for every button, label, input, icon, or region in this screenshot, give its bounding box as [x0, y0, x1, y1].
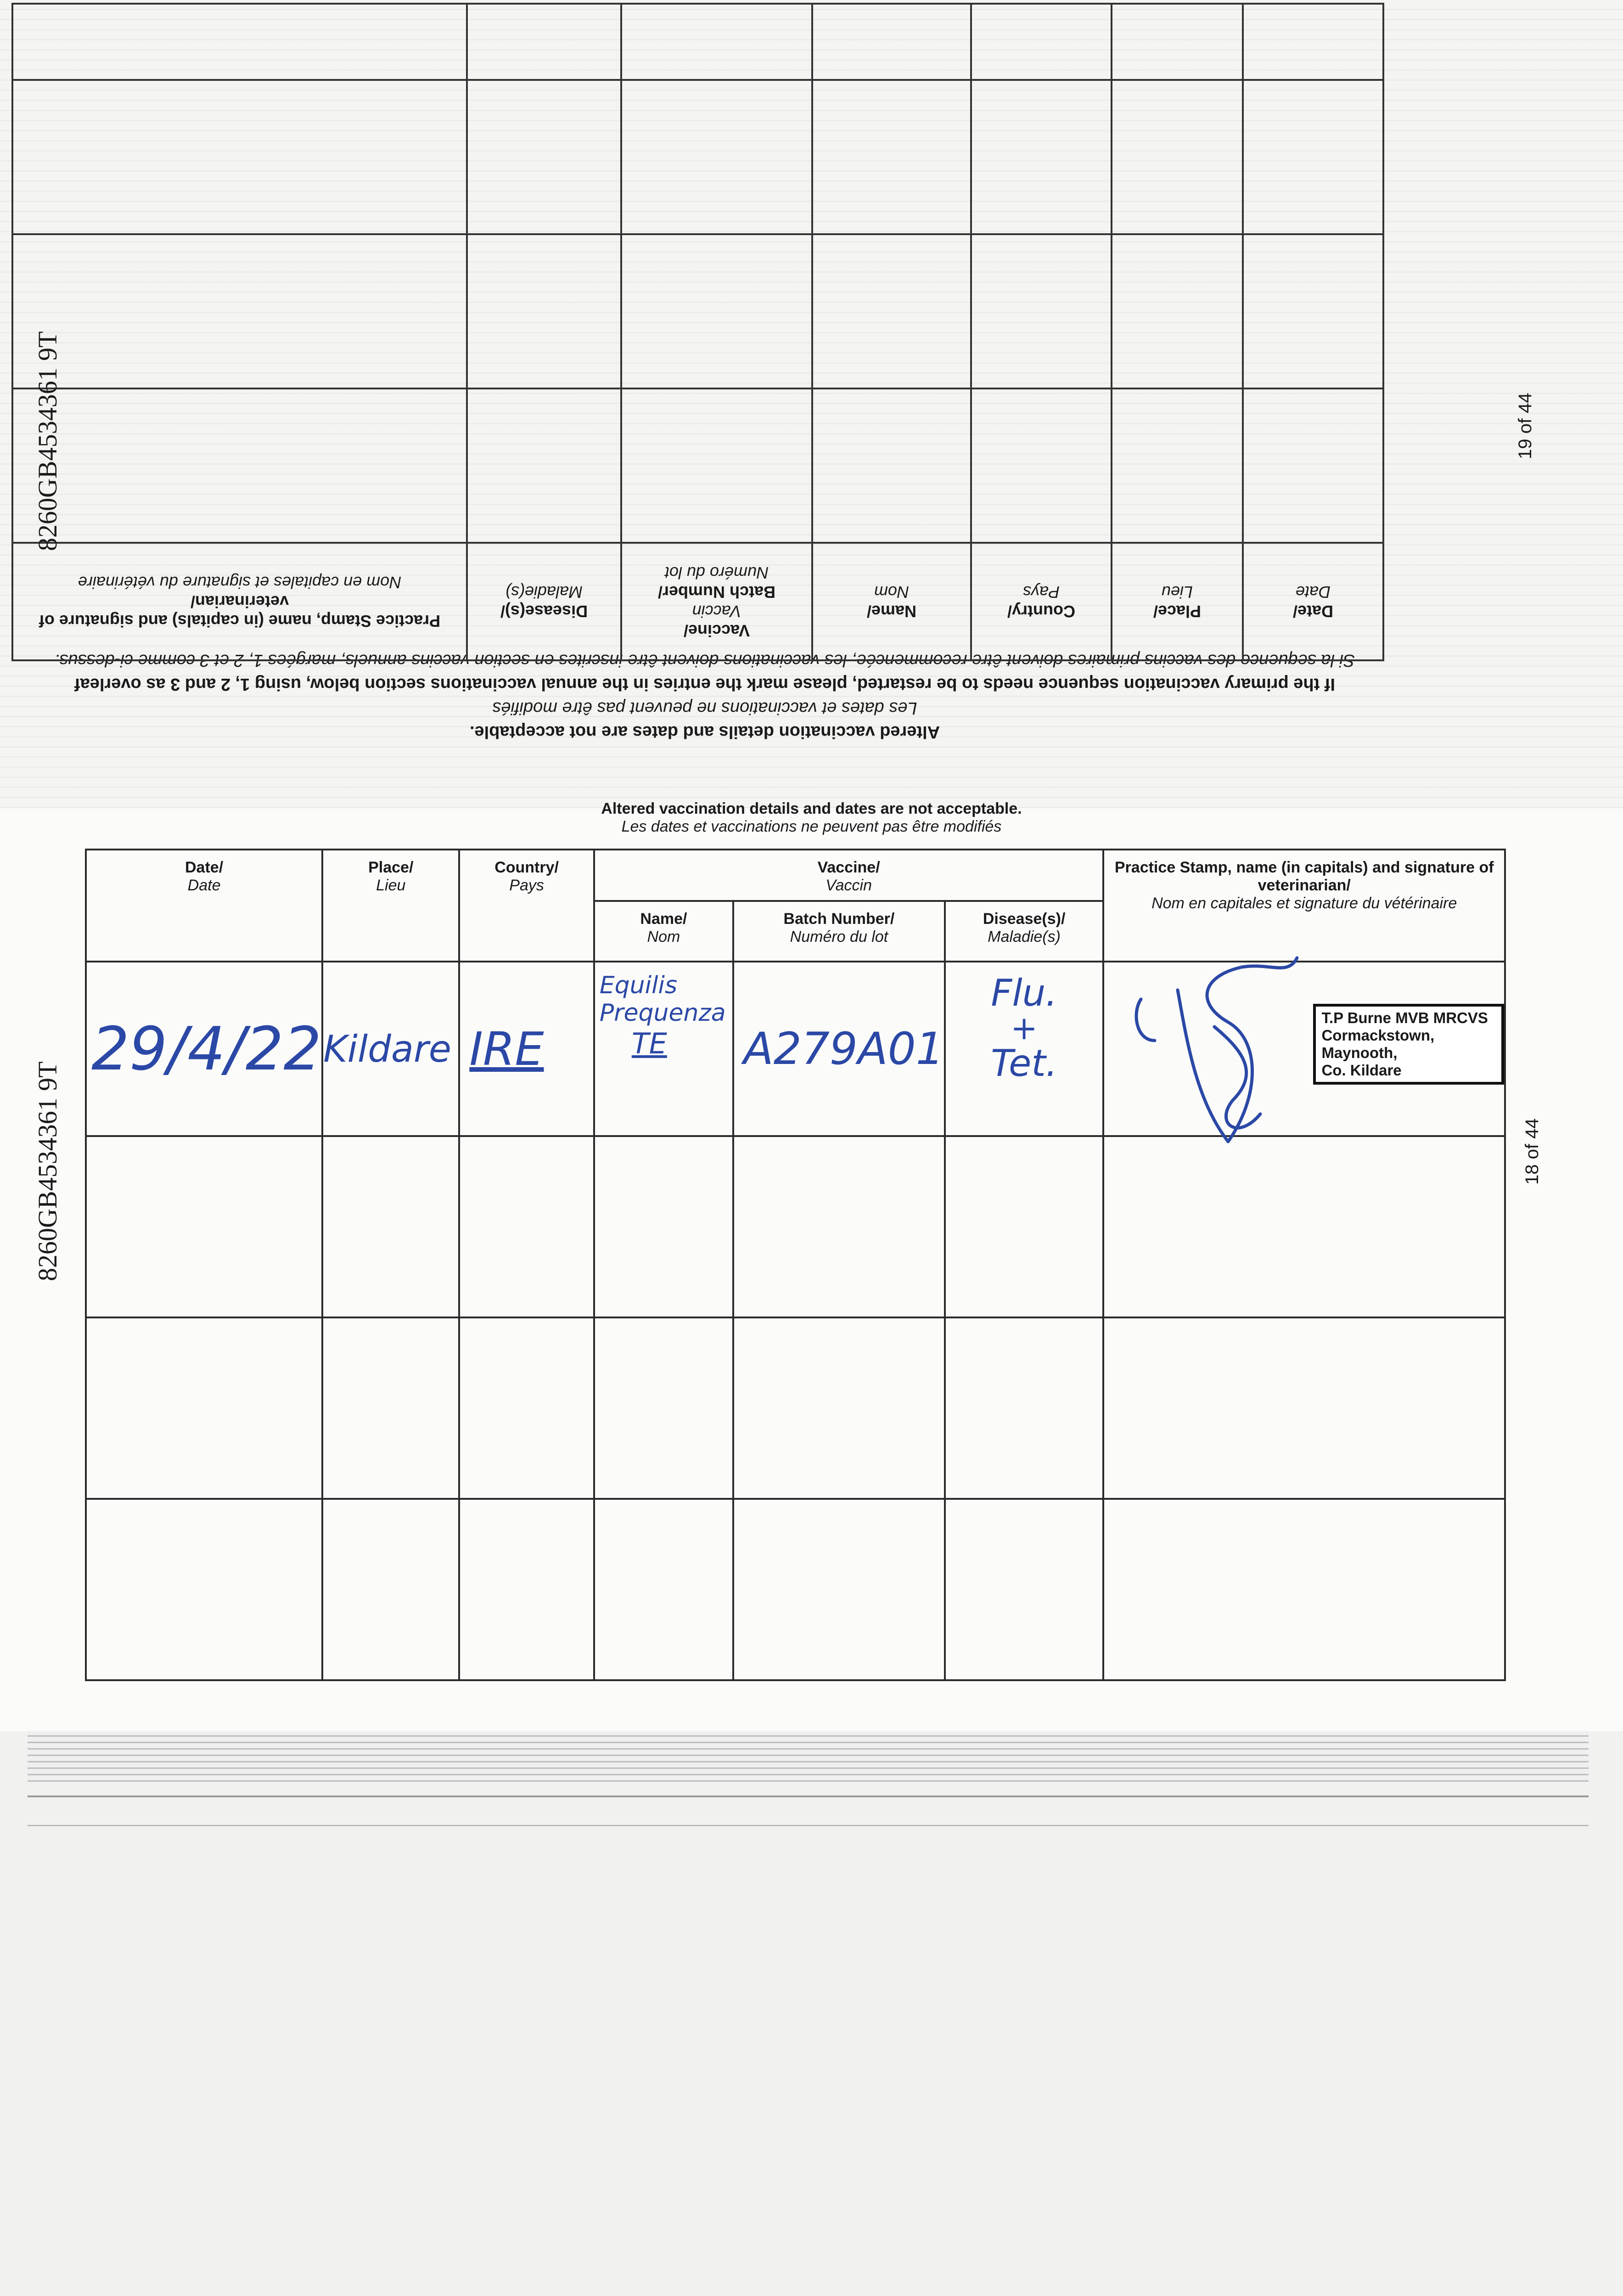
upper-header-date: Date/ Date — [1243, 543, 1383, 660]
entry-name-cell — [594, 962, 733, 1136]
lower-notice — [0, 800, 1623, 836]
lower-serial-number: 8260GB4534361 9T — [33, 1061, 62, 1281]
header-place: Place/ Lieu — [322, 850, 459, 962]
practice-stamp — [1313, 1004, 1504, 1085]
upper-header-disease: Disease(s)/ Maladie(s) — [467, 543, 621, 660]
upper-header-name: Name/ Nom — [812, 543, 971, 660]
header-stamp: Practice Stamp, name (in capitals) and signature of veterinarian/ Nom en capitales et signature du vétérinaire — [1103, 850, 1505, 962]
upper-notice-bold: Altered vaccination details and dates are not acceptable. — [469, 722, 940, 742]
entry-disease-2: + — [1011, 1009, 1038, 1047]
upper-header-stamp: Practice Stamp, name (in capitals) and signature of veterinarian/ Nom en capitales et signature du vétérinaire — [12, 543, 467, 660]
upper-restart-italic: Si la sequence des vaccins primaires doivent être recommencée, les vaccinations doivent être inscrites en section vaccins annuels, margées 1, 2 et 3 comme ci-dessus. — [54, 651, 1355, 670]
header-vaccine: Vaccine/ Vaccin — [594, 850, 1104, 901]
upper-notice-italic: Les dates et vaccinations ne peuvent pas être modifiés — [492, 698, 917, 718]
upper-header-batch: Vaccine/ Vaccin Batch Number/ Numéro du lot — [621, 543, 812, 660]
signature-mark — [1123, 949, 1320, 1160]
table-row — [86, 962, 1505, 1136]
entry-name-1: Equilis — [599, 972, 678, 999]
entry-disease-3: Tet. — [991, 1042, 1058, 1085]
upper-header-country: Country/ Pays — [971, 543, 1112, 660]
upper-notice — [16, 648, 1393, 744]
entry-disease-cell — [945, 962, 1104, 1136]
stamp-line-2: Cormackstown, Maynooth, — [1321, 1027, 1435, 1061]
blank-cover-page — [0, 1731, 1623, 2296]
entry-disease-1: Flu. — [991, 972, 1057, 1014]
header-batch: Batch Number/ Numéro du lot — [733, 901, 945, 962]
entry-batch-cell — [733, 962, 945, 1136]
lower-notice-italic: Les dates et vaccinations ne peuvent pas être modifiés — [621, 818, 1002, 835]
upper-header-place: Place/ Lieu — [1112, 543, 1243, 660]
entry-name-3: TE — [631, 1027, 667, 1060]
upper-page-number: 19 of 44 — [1515, 393, 1535, 459]
lower-notice-bold: Altered vaccination details and dates are not acceptable. — [601, 800, 1022, 817]
entry-place: Kildare — [323, 1027, 451, 1070]
entry-name-2: Prequenza — [599, 999, 726, 1027]
upper-row — [12, 388, 1383, 543]
upper-row — [12, 234, 1383, 388]
entry-stamp-cell — [1103, 962, 1505, 1136]
page-edges — [28, 1731, 1589, 1782]
stamp-line-1: T.P Burne MVB MRCVS — [1321, 1009, 1488, 1026]
upper-vaccination-table — [11, 3, 1384, 661]
table-row — [86, 1317, 1505, 1499]
upper-restart-bold: If the primary vaccination sequence needs to be restarted, please mark the entries in the annual vaccinations section below, using 1, 2 and 3 as overleaf — [74, 675, 1336, 694]
entry-batch: A279A01 — [743, 1023, 944, 1075]
entry-place-cell — [322, 962, 459, 1136]
header-disease: Disease(s)/ Maladie(s) — [945, 901, 1104, 962]
header-date: Date/ Date — [86, 850, 322, 962]
binding-fold — [28, 1795, 1589, 1826]
header-country: Country/ Pays — [459, 850, 594, 962]
entry-date: 29/4/22 — [91, 1014, 322, 1084]
stamp-line-3: Co. Kildare — [1321, 1062, 1402, 1079]
upper-page-rotated — [0, 0, 1623, 808]
upper-page — [0, 0, 1623, 808]
upper-row — [12, 80, 1383, 234]
header-row — [86, 850, 1505, 901]
entry-country-cell — [459, 962, 594, 1136]
upper-serial-number: 8260GB4534361 9T — [33, 331, 62, 551]
upper-row — [12, 4, 1383, 80]
header-name: Name/ Nom — [594, 901, 733, 962]
vaccination-table — [85, 849, 1506, 1681]
entry-date-cell — [86, 962, 322, 1136]
upper-header-row — [12, 543, 1383, 660]
lower-page-number: 18 of 44 — [1522, 1118, 1542, 1185]
table-row — [86, 1136, 1505, 1317]
entry-country: IRE — [469, 1022, 544, 1076]
table-row — [86, 1499, 1505, 1680]
